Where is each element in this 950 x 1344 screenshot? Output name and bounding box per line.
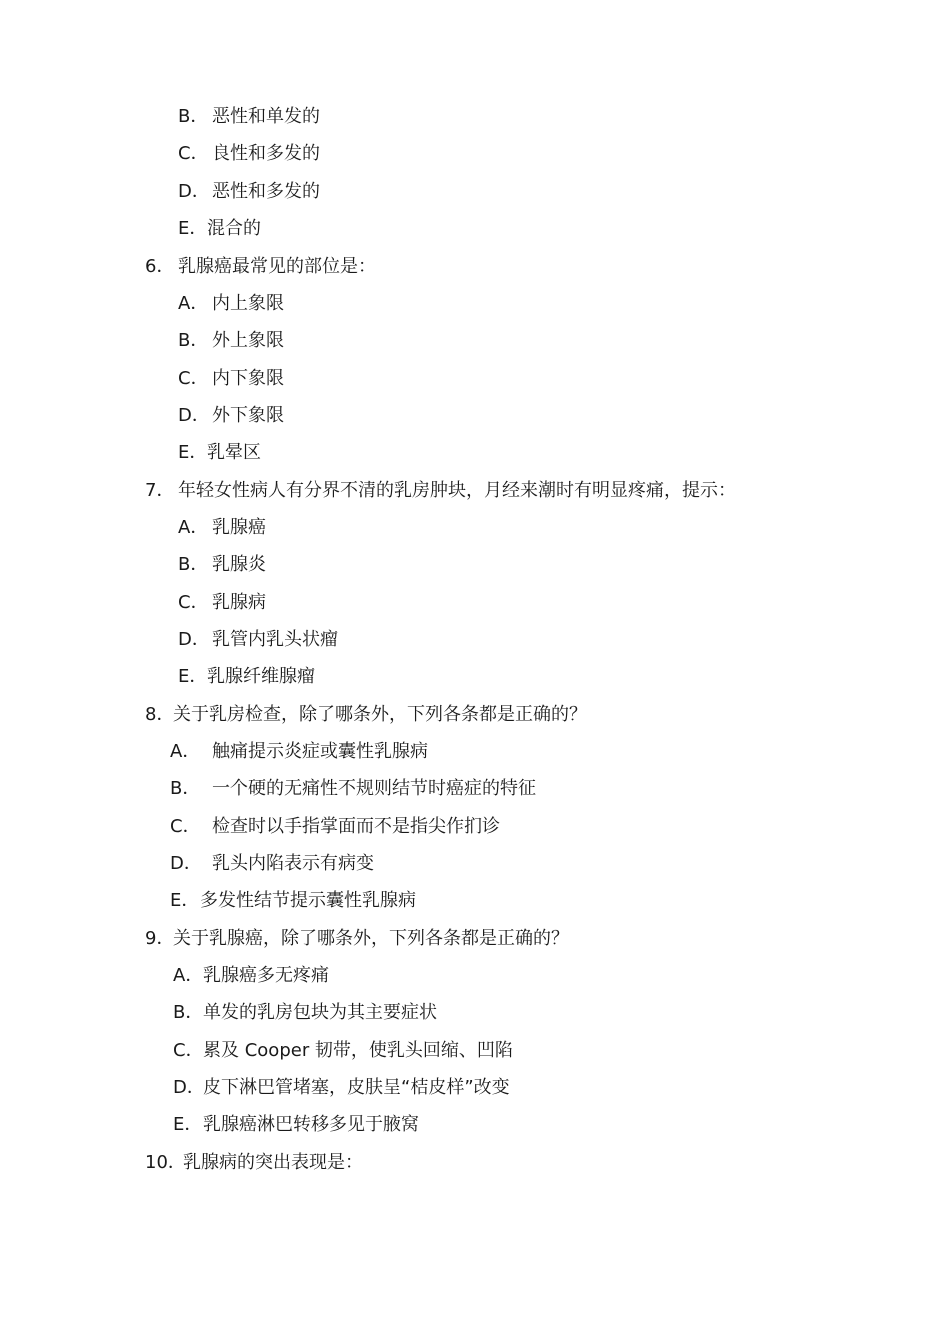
option-text: 累及 Cooper 韧带，使乳头回缩、凹陷	[203, 1040, 513, 1061]
question-number: 9．	[145, 928, 175, 949]
option-label: E．	[178, 442, 208, 463]
question-text: 乳腺癌最常见的部位是：	[178, 256, 376, 277]
option-line	[178, 180, 320, 204]
option-text: 混合的	[207, 218, 261, 239]
option-label: E．	[173, 1114, 203, 1135]
option-line	[178, 105, 320, 129]
option-line	[178, 404, 284, 428]
question-line	[145, 255, 376, 279]
question-text: 关于乳房检查，除了哪条外，下列各条都是正确的？	[173, 704, 587, 725]
option-line	[170, 777, 536, 801]
option-line	[178, 628, 338, 652]
option-line	[170, 740, 428, 764]
option-label: E．	[178, 666, 208, 687]
option-line	[170, 815, 500, 839]
option-line	[178, 217, 261, 241]
question-line	[145, 703, 587, 727]
option-text: 外下象限	[212, 405, 284, 426]
option-label: C．	[178, 592, 209, 613]
option-line	[170, 889, 416, 913]
option-label: E．	[170, 890, 200, 911]
option-label: B．	[178, 106, 209, 127]
question-text: 关于乳腺癌，除了哪条外，下列各条都是正确的？	[173, 928, 569, 949]
option-label: E．	[178, 218, 208, 239]
option-label: D．	[170, 853, 202, 874]
option-label: C．	[178, 143, 209, 164]
option-line	[178, 142, 320, 166]
option-text: 良性和多发的	[212, 143, 320, 164]
option-text: 乳头内陷表示有病变	[212, 853, 374, 874]
option-text: 乳腺纤维腺瘤	[207, 666, 315, 687]
option-text: 乳腺癌	[212, 517, 266, 538]
option-label: D．	[178, 405, 210, 426]
option-text: 内上象限	[212, 293, 284, 314]
option-text: 乳腺癌淋巴转移多见于腋窝	[203, 1114, 419, 1135]
option-line	[173, 1001, 437, 1025]
question-line	[145, 1151, 363, 1175]
option-line	[178, 329, 284, 353]
option-label: C．	[178, 368, 209, 389]
option-text: 多发性结节提示囊性乳腺病	[200, 890, 416, 911]
option-line	[170, 852, 374, 876]
option-text: 乳腺病	[212, 592, 266, 613]
option-text: 检查时以手指掌面而不是指尖作扪诊	[212, 816, 500, 837]
option-line	[178, 553, 266, 577]
option-label: B．	[178, 330, 209, 351]
option-label: A．	[173, 965, 204, 986]
option-text: 内下象限	[212, 368, 284, 389]
option-line	[178, 516, 266, 540]
question-line	[145, 927, 569, 951]
option-text: 乳腺炎	[212, 554, 266, 575]
option-line	[173, 964, 329, 988]
option-label: C．	[173, 1040, 204, 1061]
question-number: 8．	[145, 704, 175, 725]
option-label: D．	[178, 629, 210, 650]
option-line	[173, 1113, 419, 1137]
question-line	[145, 479, 736, 503]
option-line	[178, 591, 266, 615]
option-line	[178, 441, 261, 465]
option-line	[173, 1076, 510, 1100]
option-label: A．	[178, 293, 209, 314]
option-line	[178, 367, 284, 391]
option-line	[178, 665, 315, 689]
question-number: 6．	[145, 256, 175, 277]
option-text: 乳管内乳头状瘤	[212, 629, 338, 650]
option-text: 外上象限	[212, 330, 284, 351]
question-text: 乳腺病的突出表现是：	[183, 1152, 363, 1173]
option-text: 一个硬的无痛性不规则结节时癌症的特征	[212, 778, 536, 799]
option-text: 皮下淋巴管堵塞，皮肤呈“桔皮样”改变	[203, 1077, 510, 1098]
option-text: 乳晕区	[207, 442, 261, 463]
option-text: 触痛提示炎症或囊性乳腺病	[212, 741, 428, 762]
option-line	[173, 1039, 513, 1063]
option-label: B．	[173, 1002, 204, 1023]
option-label: B．	[170, 778, 201, 799]
option-label: B．	[178, 554, 209, 575]
option-label: D．	[173, 1077, 205, 1098]
option-text: 恶性和多发的	[212, 181, 320, 202]
option-text: 恶性和单发的	[212, 106, 320, 127]
option-label: C．	[170, 816, 201, 837]
option-text: 乳腺癌多无疼痛	[203, 965, 329, 986]
option-label: D．	[178, 181, 210, 202]
option-line	[178, 292, 284, 316]
option-label: A．	[178, 517, 209, 538]
question-number: 7．	[145, 480, 175, 501]
option-text: 单发的乳房包块为其主要症状	[203, 1002, 437, 1023]
option-label: A．	[170, 741, 201, 762]
question-number: 10．	[145, 1152, 186, 1173]
question-text: 年轻女性病人有分界不清的乳房肿块，月经来潮时有明显疼痛，提示：	[178, 480, 736, 501]
